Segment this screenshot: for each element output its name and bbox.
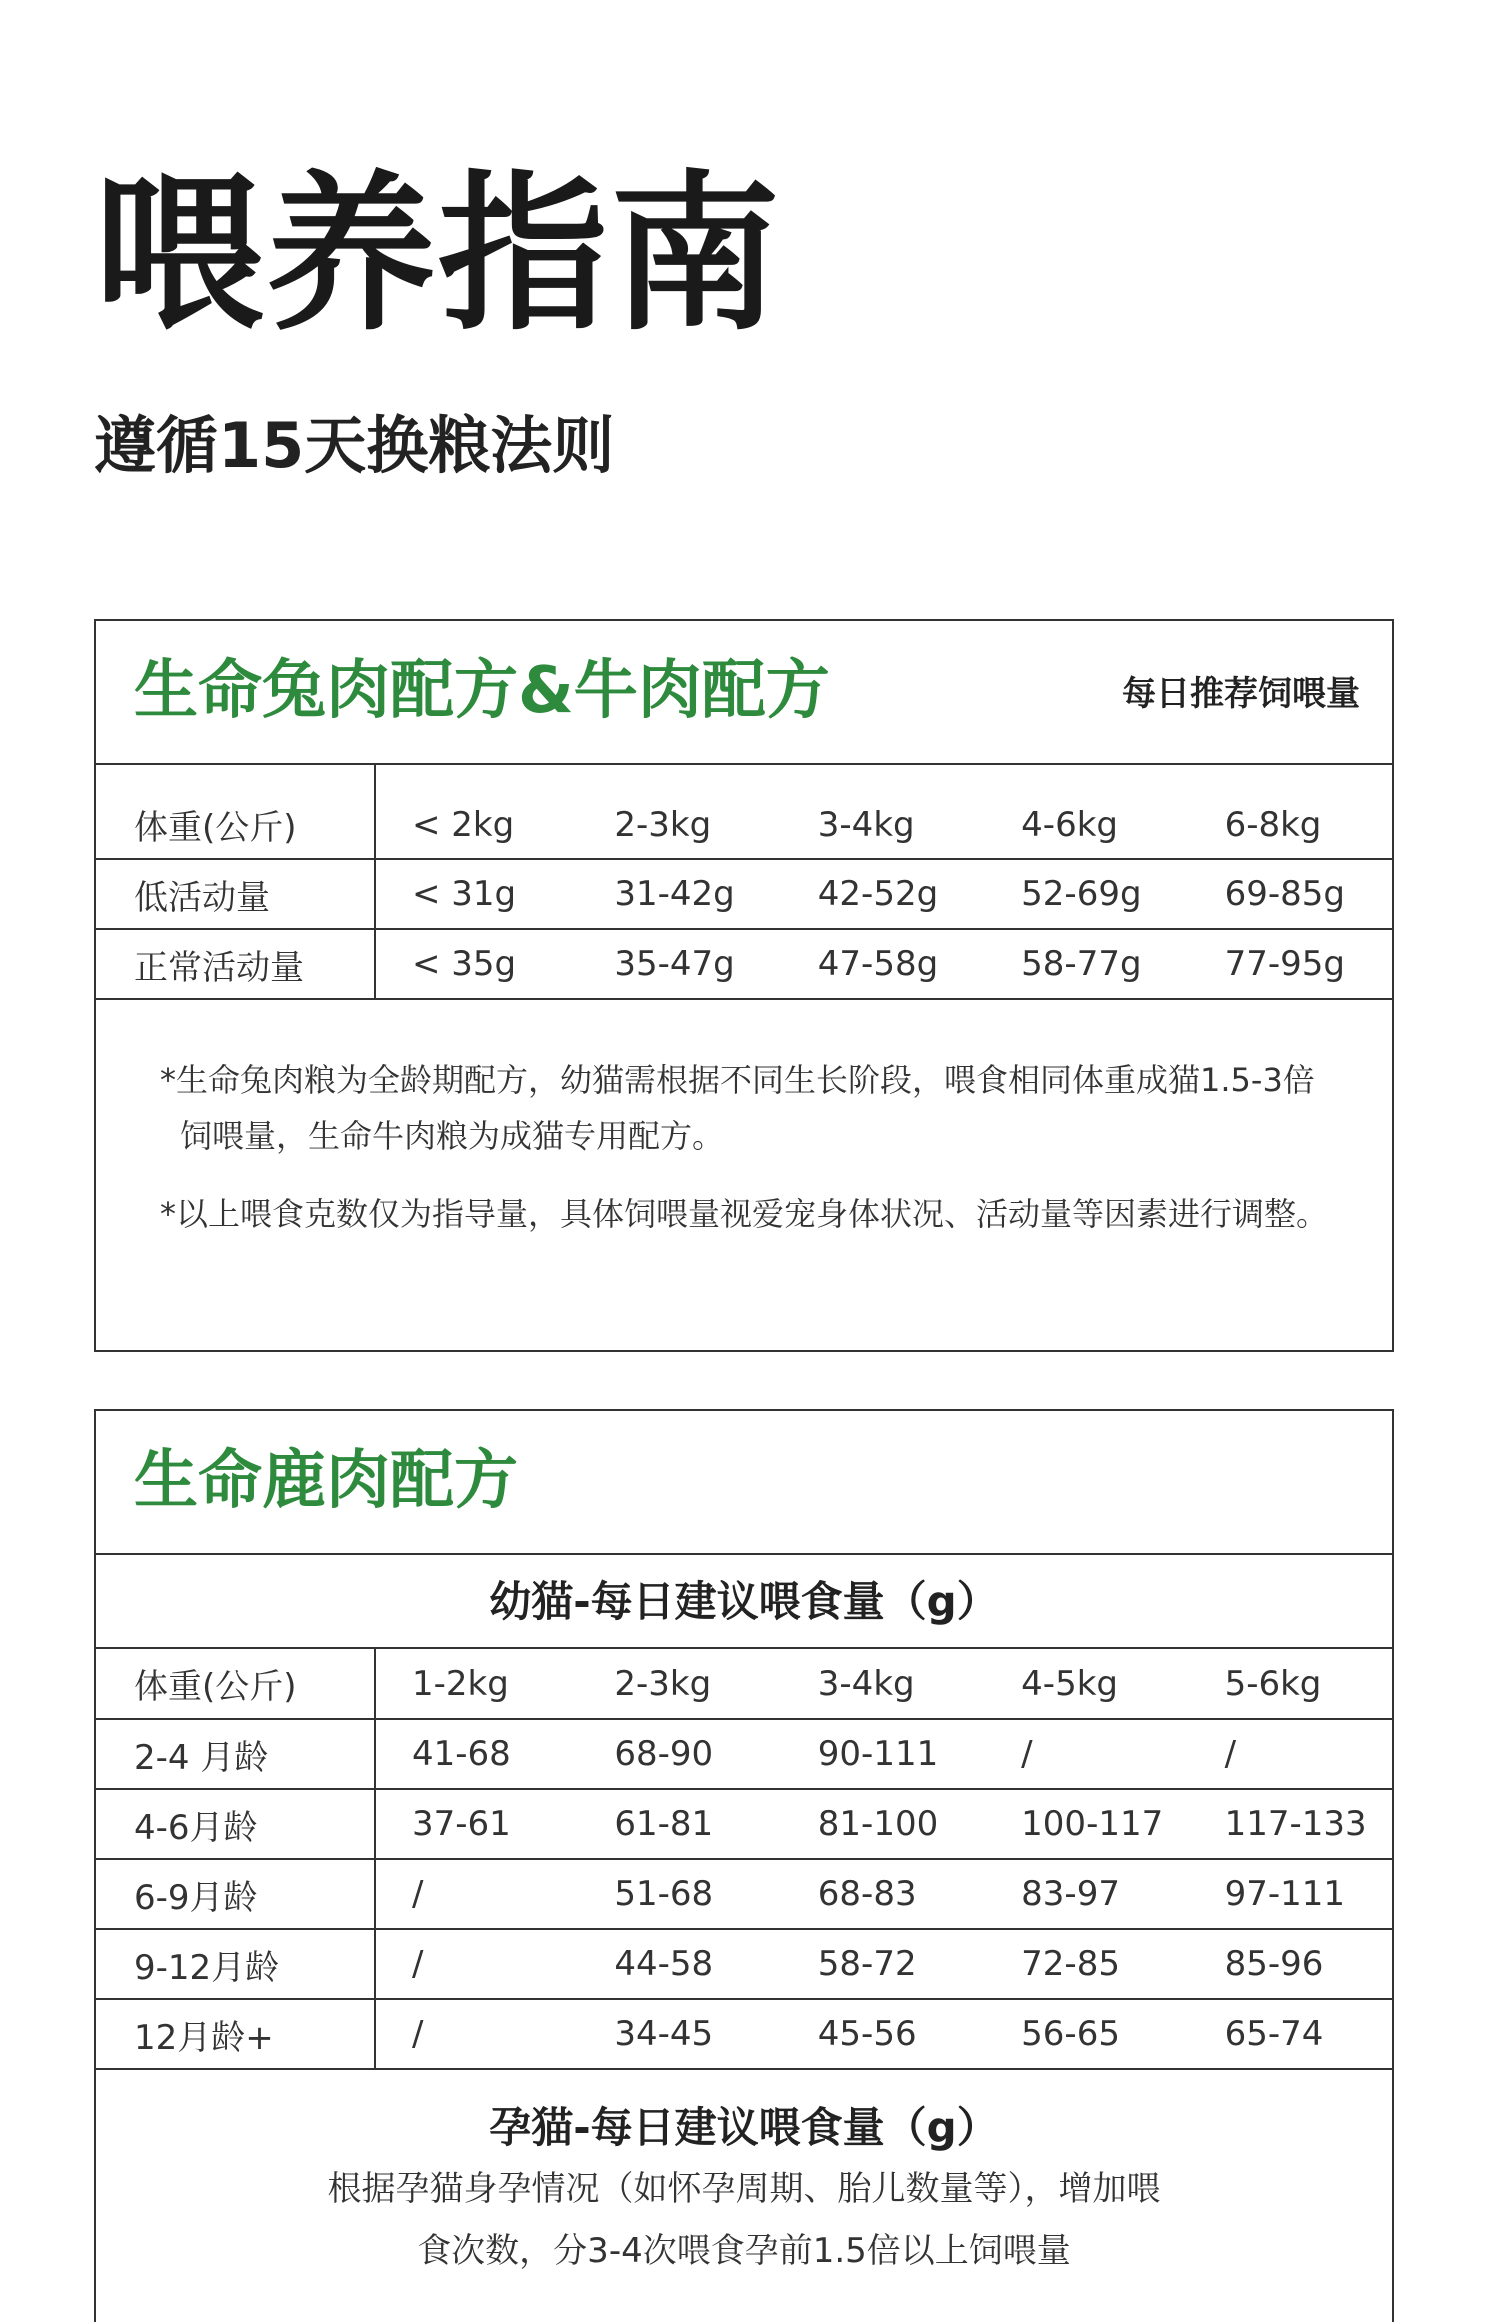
row-label: 正常活动量 (96, 929, 375, 999)
table-cell: / (985, 1719, 1188, 1789)
pregnant-guidance-line: 根据孕猫身孕情况（如怀孕周期、胎儿数量等），增加喂 (327, 2169, 1161, 2209)
note-paragraph: *生命兔肉粮为全龄期配方，幼猫需根据不同生长阶段，喂食相同体重成猫1.5-3倍饲喂量，生命牛肉粮为成猫专用配方。 (160, 1061, 1315, 1155)
table-cell: 77-95g (1189, 929, 1392, 999)
table-cell: / (375, 1859, 578, 1929)
table-cell: 61-81 (578, 1789, 781, 1859)
table-cell: 69-85g (1189, 859, 1392, 929)
table-cell: 83-97 (985, 1859, 1188, 1929)
table-row (96, 1859, 1392, 1929)
table-cell: 3-4kg (817, 1663, 915, 1704)
table-cell: 58-77g (985, 929, 1188, 999)
table-cell: 4-6kg (1021, 804, 1118, 845)
rabbit-beef-feeding-card (94, 619, 1394, 1352)
table-cell: 6-8kg (1224, 804, 1322, 845)
table-cell: 117-133 (1189, 1789, 1392, 1859)
kitten-feeding-table (96, 1649, 1392, 2070)
table-cell: 35-47g (578, 929, 781, 999)
table-cell: 2-3kg (614, 1663, 712, 1704)
table-cell: 72-85 (985, 1929, 1188, 1999)
row-label: 2-4 月龄 (96, 1719, 375, 1789)
table-cell: 68-90 (578, 1719, 781, 1789)
feeding-notes (96, 1000, 1392, 1242)
table-cell: 41-68 (375, 1719, 578, 1789)
table-row (96, 1929, 1392, 1999)
table-row (96, 1649, 1392, 1719)
table-cell: 81-100 (782, 1789, 985, 1859)
table-cell: 1-2kg (412, 1663, 509, 1704)
table-cell: 31-42g (578, 859, 781, 929)
table-cell: 3-4kg (817, 804, 915, 845)
row-label: 4-6月龄 (96, 1789, 375, 1859)
table-cell: 56-65 (985, 1999, 1188, 2069)
table-cell: / (375, 1929, 578, 1999)
card-header (96, 621, 1392, 765)
table-row (96, 929, 1392, 999)
pregnant-section (96, 2070, 1392, 2280)
table-cell: 37-61 (375, 1789, 578, 1859)
table-cell: 52-69g (985, 859, 1188, 929)
table-cell: < 35g (375, 929, 578, 999)
table-cell: 44-58 (578, 1929, 781, 1999)
table-cell: 45-56 (782, 1999, 985, 2069)
note-paragraph: *以上喂食克数仅为指导量，具体饲喂量视爱宠身体状况、活动量等因素进行调整。 (160, 1195, 1329, 1233)
table-cell: / (1189, 1719, 1392, 1789)
kitten-section-heading: 幼猫-每日建议喂食量（g） (96, 1555, 1392, 1649)
row-label: 9-12月龄 (96, 1929, 375, 1999)
table-cell: 34-45 (578, 1999, 781, 2069)
table-row (96, 1789, 1392, 1859)
table-row (96, 1999, 1392, 2069)
table-cell: / (375, 1999, 578, 2069)
table-cell: 5-6kg (1224, 1663, 1322, 1704)
row-label: 体重(公斤) (96, 1649, 375, 1719)
table-cell: 2-3kg (614, 804, 712, 845)
table-cell: 47-58g (782, 929, 985, 999)
table-cell: 4-5kg (1021, 1663, 1118, 1704)
row-label: 6-9月龄 (96, 1859, 375, 1929)
table-cell: 90-111 (782, 1719, 985, 1789)
table-cell: 42-52g (782, 859, 985, 929)
page-subtitle: 遵循15天换粮法则 (94, 409, 615, 482)
table-cell: 85-96 (1189, 1929, 1392, 1999)
pregnant-guidance-line: 食次数，分3-4次喂食孕前1.5倍以上饲喂量 (417, 2231, 1071, 2271)
daily-recommended-label: 每日推荐饲喂量 (1122, 674, 1360, 714)
page-title: 喂养指南 (94, 156, 783, 354)
card-title: 生命兔肉配方&牛肉配方 (134, 654, 830, 728)
table-cell: 68-83 (782, 1859, 985, 1929)
table-row (96, 859, 1392, 929)
row-label: 体重(公斤) (96, 765, 375, 859)
table-cell: 65-74 (1189, 1999, 1392, 2069)
row-label: 12月龄+ (96, 1999, 375, 2069)
venison-feeding-card (94, 1409, 1394, 2322)
table-cell: < 31g (375, 859, 578, 929)
feeding-table (96, 765, 1392, 1000)
table-cell: 97-111 (1189, 1859, 1392, 1929)
card-header (96, 1411, 1392, 1555)
table-row (96, 765, 1392, 859)
table-row (96, 1719, 1392, 1789)
table-cell: 100-117 (985, 1789, 1188, 1859)
card-title: 生命鹿肉配方 (134, 1444, 518, 1518)
table-cell: 51-68 (578, 1859, 781, 1929)
row-label: 低活动量 (96, 859, 375, 929)
table-cell: 58-72 (782, 1929, 985, 1999)
table-cell: < 2kg (412, 804, 515, 845)
pregnant-section-heading: 孕猫-每日建议喂食量（g） (489, 2103, 999, 2152)
